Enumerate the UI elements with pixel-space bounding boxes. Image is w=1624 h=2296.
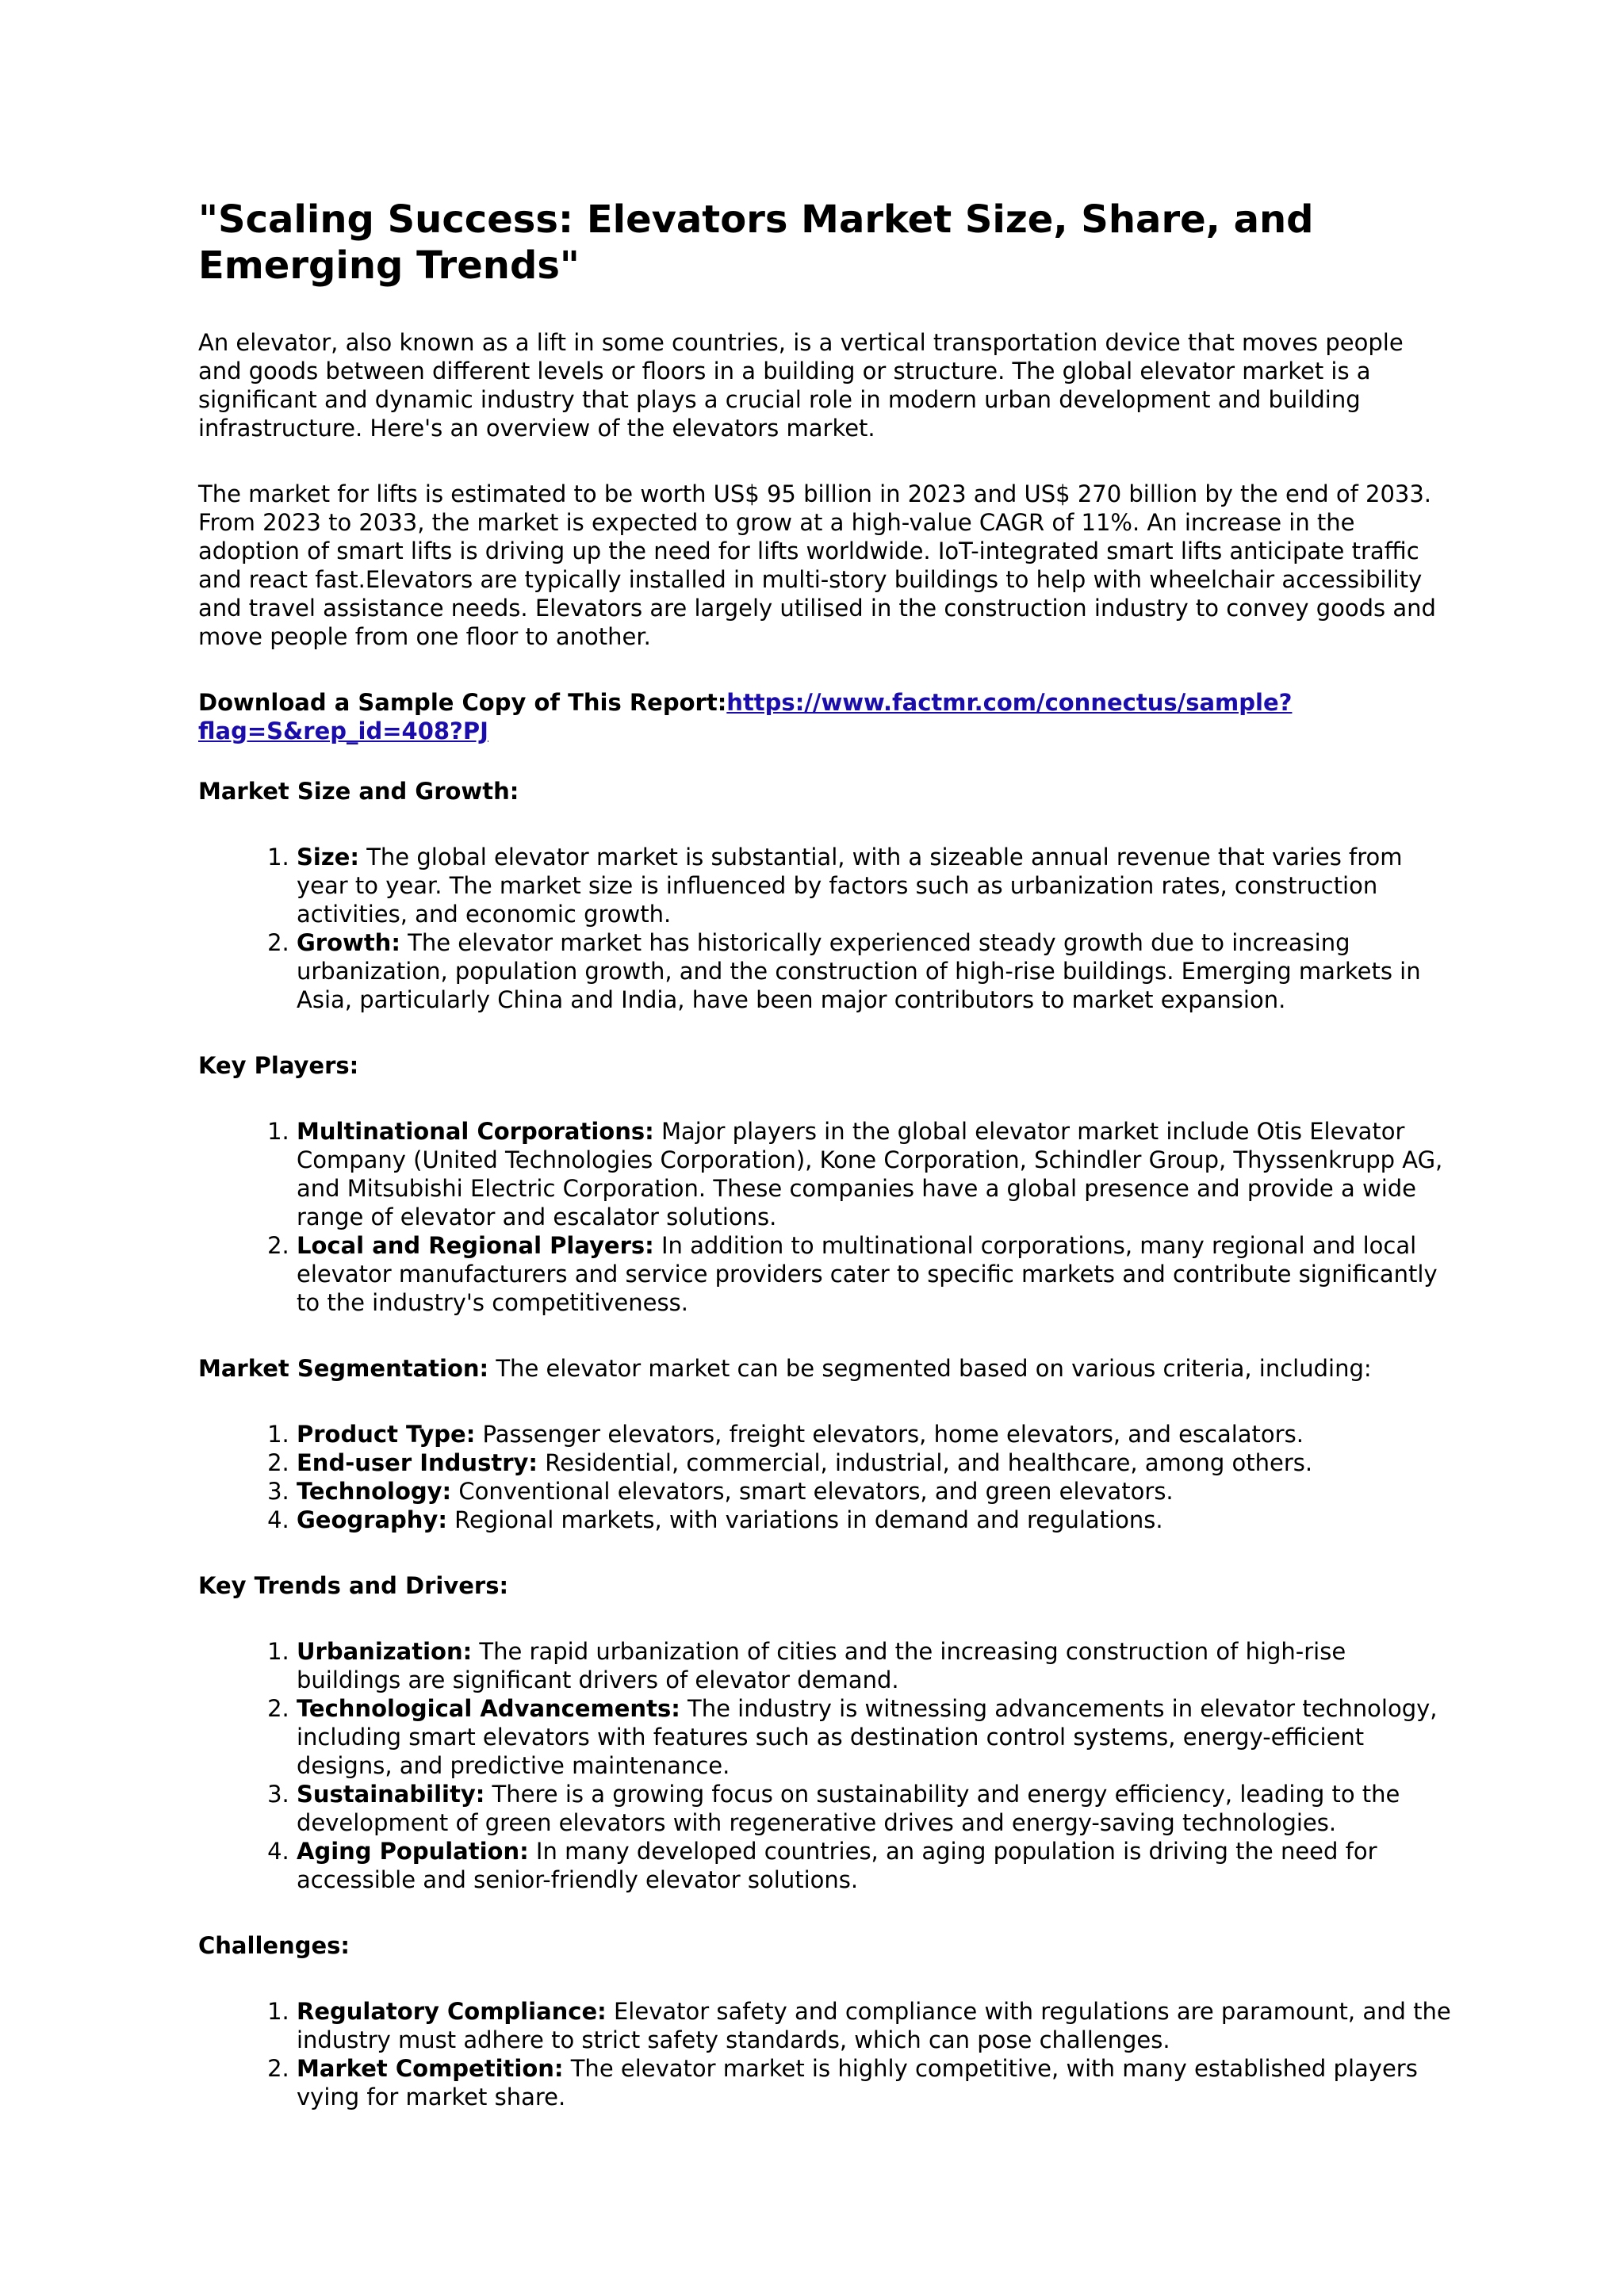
list-item	[297, 1780, 1451, 1837]
challenges-list	[198, 1997, 1451, 2111]
list-item	[297, 843, 1451, 928]
list-item	[297, 1637, 1451, 1694]
list-item-term: Technology:	[297, 1478, 452, 1505]
list-item-text: The rapid urbanization of cities and the increasing construction of high-rise buildings are significant drivers of elevator demand.	[297, 1638, 1346, 1693]
list-item-term: Geography:	[297, 1506, 447, 1533]
segmentation-intro	[198, 1354, 1451, 1383]
market-size-list	[198, 843, 1451, 1014]
list-item-text: The industry is witnessing advancements in elevator technology, including smart elevators with features such as destination control systems, energy-efficient designs, and predictive maintenance.	[297, 1695, 1438, 1779]
list-item-term: Size:	[297, 844, 359, 871]
list-item-text: In addition to multinational corporations, many regional and local elevator manufacturers and service providers cater to specific markets and contribute significantly to the industry's competitiveness.	[297, 1232, 1438, 1316]
list-item-text: Elevator safety and compliance with regulations are paramount, and the industry must adhere to strict safety standards, which can pose challenges.	[297, 1998, 1451, 2053]
list-item-text: The elevator market is highly competitive, with many established players vying for market share.	[297, 2055, 1418, 2110]
list-item-text: Residential, commercial, industrial, and healthcare, among others.	[538, 1449, 1313, 1476]
segmentation-list	[198, 1420, 1451, 1534]
segmentation-intro-text: The elevator market can be segmented based on various criteria, including:	[488, 1355, 1372, 1382]
list-item-term: Local and Regional Players:	[297, 1232, 654, 1259]
sample-report-link[interactable]: https://www.factmr.com/connectus/sample?flag=S&rep_id=408?PJ	[198, 689, 1293, 744]
key-players-heading: Key Players:	[198, 1052, 359, 1079]
list-item	[297, 1231, 1451, 1317]
list-item-text: There is a growing focus on sustainability and energy efficiency, leading to the development of green elevators with regenerative drives and energy-saving technologies.	[297, 1781, 1400, 1836]
list-item-text: In many developed countries, an aging population is driving the need for accessible and senior-friendly elevator solutions.	[297, 1838, 1377, 1893]
list-item	[297, 1477, 1451, 1506]
list-item-term: Urbanization:	[297, 1638, 473, 1665]
list-item	[297, 1837, 1451, 1894]
list-item-text: Regional markets, with variations in demand and regulations.	[446, 1506, 1163, 1533]
list-item-term: Aging Population:	[297, 1838, 529, 1865]
intro-paragraph-1: An elevator, also known as a lift in some countries, is a vertical transportation device that moves people and goods between different levels or floors in a building or structure. The global elevator market is a significant and dynamic industry that plays a crucial role in modern urban development and building infrastructure. Here's an overview of the elevators market.	[198, 329, 1404, 442]
trends-list	[198, 1637, 1451, 1894]
list-item-term: Growth:	[297, 929, 400, 956]
list-item-term: Product Type:	[297, 1421, 476, 1448]
segmentation-heading: Market Segmentation:	[198, 1355, 489, 1382]
list-item	[297, 1448, 1451, 1477]
list-item-term: End-user Industry:	[297, 1449, 538, 1476]
download-label: Download a Sample Copy of This Report:	[198, 689, 727, 716]
list-item	[297, 1997, 1451, 2054]
list-item-term: Regulatory Compliance:	[297, 1998, 607, 2025]
list-item	[297, 1694, 1451, 1780]
market-size-heading: Market Size and Growth:	[198, 778, 519, 805]
list-item-text: The elevator market has historically experienced steady growth due to increasing urbanization, population growth, and the construction of high-rise buildings. Emerging markets in Asia, particularly China and India, have been major contributors to market expansion.	[297, 929, 1421, 1013]
list-item	[297, 2054, 1451, 2111]
document-title: "Scaling Success: Elevators Market Size, Share, and Emerging Trends"	[198, 197, 1314, 288]
list-item	[297, 1420, 1451, 1448]
list-item-term: Technological Advancements:	[297, 1695, 680, 1722]
list-item	[297, 928, 1451, 1014]
challenges-heading: Challenges:	[198, 1932, 350, 1959]
key-players-list	[198, 1117, 1451, 1317]
list-item	[297, 1506, 1451, 1534]
list-item	[297, 1117, 1451, 1231]
list-item-term: Multinational Corporations:	[297, 1118, 654, 1145]
list-item-text: Conventional elevators, smart elevators, and green elevators.	[451, 1478, 1174, 1505]
document-page	[198, 197, 1451, 2149]
trends-heading: Key Trends and Drivers:	[198, 1572, 509, 1599]
list-item-text: Major players in the global elevator market include Otis Elevator Company (United Technologies Corporation), Kone Corporation, Schindler Group, Thyssenkrupp AG, and Mitsubishi Electric Corporation. These companies have a global presence and provide a wide range of elevator and escalator solutions.	[297, 1118, 1443, 1230]
intro-paragraph-2: The market for lifts is estimated to be worth US$ 95 billion in 2023 and US$ 270 billion by the end of 2033. From 2023 to 2033, the market is expected to grow at a high-value CAGR of 11%. An increase in the adoption of smart lifts is driving up the need for lifts worldwide. IoT-integrated smart lifts anticipate traffic and react fast.Elevators are typically installed in multi-story buildings to help with wheelchair accessibility and travel assistance needs. Elevators are largely utilised in the construction industry to convey goods and move people from one floor to another.	[198, 480, 1436, 650]
list-item-text: The global elevator market is substantial, with a sizeable annual revenue that varies from year to year. The market size is influenced by factors such as urbanization rates, construction activities, and economic growth.	[297, 844, 1403, 928]
list-item-term: Sustainability:	[297, 1781, 485, 1808]
download-sample	[198, 688, 1451, 745]
list-item-term: Market Competition:	[297, 2055, 564, 2082]
list-item-text: Passenger elevators, freight elevators, home elevators, and escalators.	[475, 1421, 1304, 1448]
